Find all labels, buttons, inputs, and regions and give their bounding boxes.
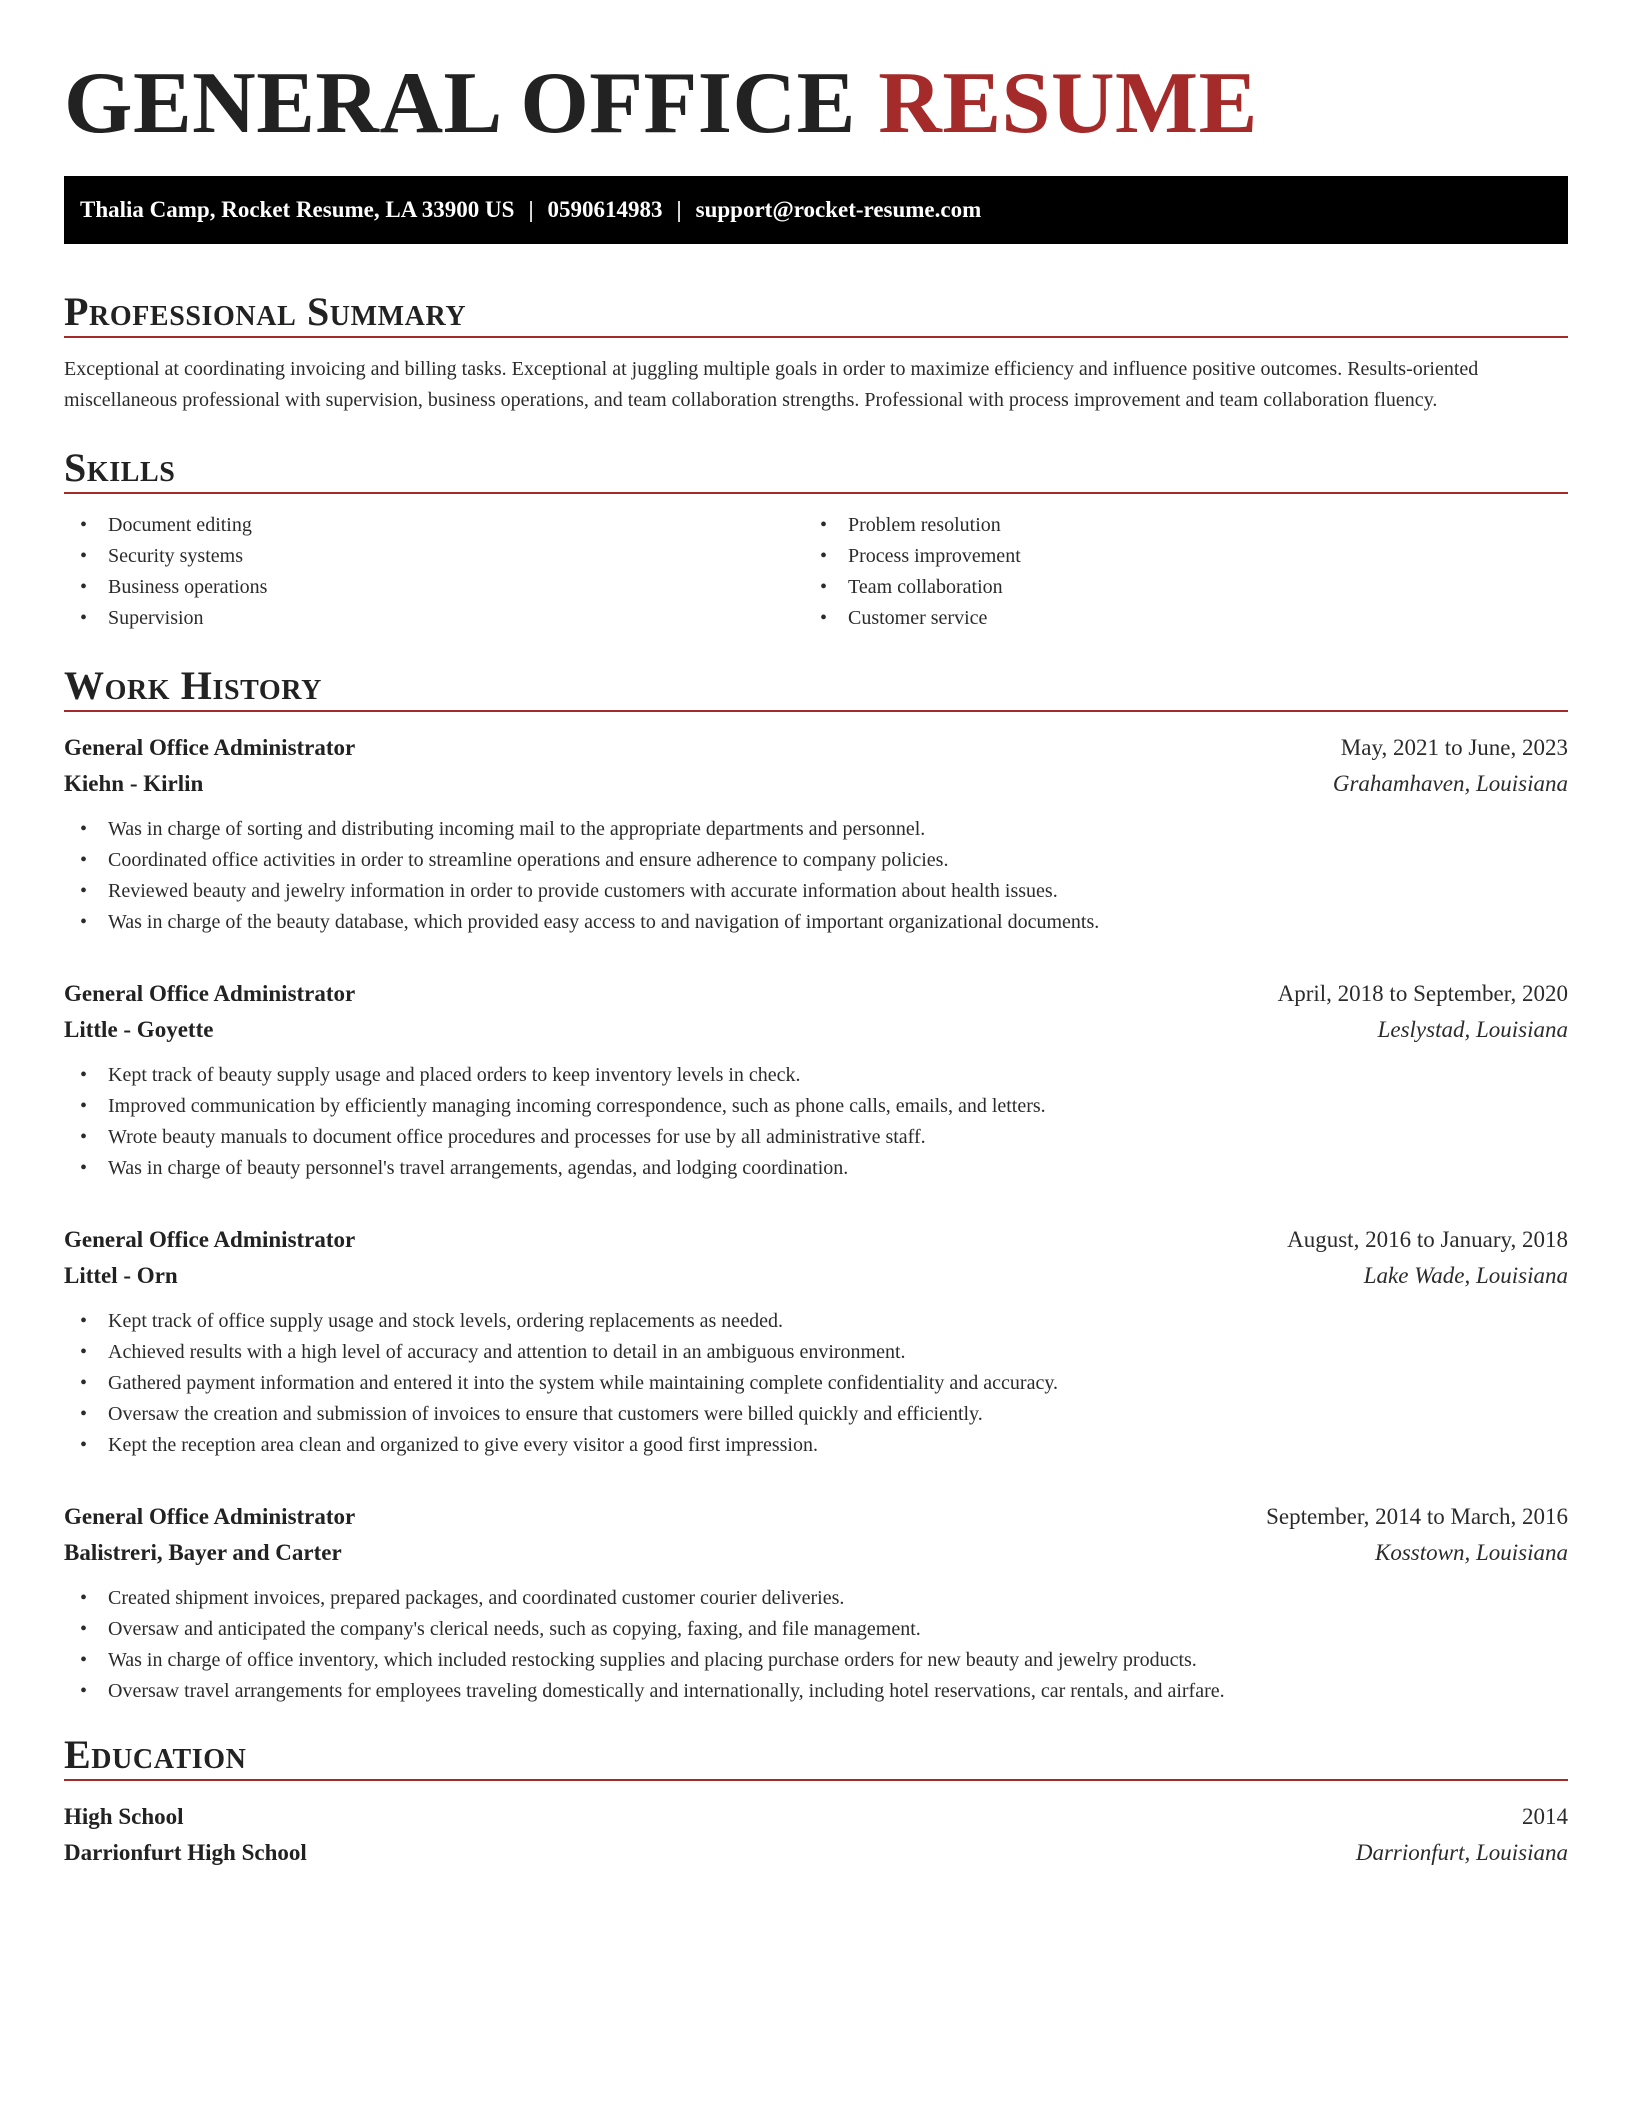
education-year: 2014 bbox=[1522, 1804, 1568, 1829]
job-header-row bbox=[64, 1222, 1568, 1258]
job-header-row bbox=[64, 730, 1568, 766]
section-divider bbox=[64, 336, 1568, 338]
work-history-section bbox=[64, 662, 1568, 1707]
skill-item: • Process improvement bbox=[804, 541, 1544, 572]
title-accent: RESUME bbox=[878, 55, 1258, 152]
job-entry bbox=[64, 976, 1568, 1184]
job-title: General Office Administrator bbox=[64, 735, 356, 760]
duty-item: • Reviewed beauty and jewelry information in order to provide customers with accurate information about health issues. bbox=[64, 876, 1568, 907]
skill-item: • Document editing bbox=[64, 510, 804, 541]
duty-item: • Was in charge of the beauty database, which provided easy access to and navigation of important organizational documents. bbox=[64, 907, 1568, 938]
education-school-row bbox=[64, 1835, 1568, 1871]
job-company-row bbox=[64, 1535, 1568, 1571]
skill-item: • Business operations bbox=[64, 572, 804, 603]
skills-list-left bbox=[64, 510, 804, 634]
job-location: Grahamhaven, Louisiana bbox=[1332, 771, 1568, 796]
education-entry bbox=[64, 1799, 1568, 1871]
job-header-row bbox=[64, 976, 1568, 1012]
job-company: Kiehn - Kirlin bbox=[64, 771, 204, 796]
duty-item: • Achieved results with a high level of accuracy and attention to detail in an ambiguous environment. bbox=[64, 1337, 1568, 1368]
duty-item: • Was in charge of sorting and distributing incoming mail to the appropriate departments and personnel. bbox=[64, 814, 1568, 845]
skills-heading: Skills bbox=[64, 445, 176, 490]
skill-item: • Problem resolution bbox=[804, 510, 1544, 541]
duty-item: • Improved communication by efficiently managing incoming correspondence, such as phone calls, emails, and letters. bbox=[64, 1091, 1568, 1122]
skill-item: • Customer service bbox=[804, 603, 1544, 634]
work-history-heading: Work History bbox=[64, 663, 322, 708]
contact-phone: 0590614983 bbox=[547, 197, 663, 222]
contact-separator: | bbox=[676, 197, 682, 222]
resume-title bbox=[64, 0, 1568, 176]
job-dates: May, 2021 to June, 2023 bbox=[1340, 735, 1568, 760]
skills-grid bbox=[64, 510, 1568, 634]
education-heading: Education bbox=[64, 1732, 247, 1777]
education-degree: High School bbox=[64, 1804, 184, 1829]
duty-item: • Oversaw and anticipated the company's clerical needs, such as copying, faxing, and file management. bbox=[64, 1614, 1568, 1645]
job-entry bbox=[64, 730, 1568, 938]
job-location: Lake Wade, Louisiana bbox=[1363, 1263, 1568, 1288]
summary-text: Exceptional at coordinating invoicing and billing tasks. Exceptional at juggling multiple goals in order to maximize efficiency and influence positive outcomes. Results-oriented miscellaneous professional with supervision, business operations, and team collaboration strengths. Professional with process improvement and team collaboration fluency. bbox=[64, 358, 1479, 411]
skills-list-right bbox=[804, 510, 1544, 634]
education-school: Darrionfurt High School bbox=[64, 1840, 307, 1865]
job-company-row bbox=[64, 1012, 1568, 1048]
job-duties bbox=[64, 1583, 1568, 1707]
section-divider bbox=[64, 492, 1568, 494]
contact-separator: | bbox=[528, 197, 534, 222]
skill-item: • Security systems bbox=[64, 541, 804, 572]
job-dates: April, 2018 to September, 2020 bbox=[1277, 981, 1568, 1006]
duty-item: • Wrote beauty manuals to document office procedures and processes for use by all administrative staff. bbox=[64, 1122, 1568, 1153]
education-location: Darrionfurt, Louisiana bbox=[1355, 1840, 1568, 1865]
duty-item: • Gathered payment information and entered it into the system while maintaining complete confidentiality and accuracy. bbox=[64, 1368, 1568, 1399]
job-title: General Office Administrator bbox=[64, 1504, 356, 1529]
job-location: Kosstown, Louisiana bbox=[1375, 1540, 1568, 1565]
job-title: General Office Administrator bbox=[64, 1227, 356, 1252]
job-company: Little - Goyette bbox=[64, 1017, 214, 1042]
section-divider bbox=[64, 1779, 1568, 1781]
duty-item: • Kept track of office supply usage and stock levels, ordering replacements as needed. bbox=[64, 1306, 1568, 1337]
job-duties bbox=[64, 814, 1568, 938]
job-entry bbox=[64, 1222, 1568, 1461]
summary-heading: Professional Summary bbox=[64, 289, 467, 334]
job-header-row bbox=[64, 1499, 1568, 1535]
contact-address: Thalia Camp, Rocket Resume, LA 33900 US bbox=[80, 197, 515, 222]
summary-section bbox=[64, 288, 1568, 416]
duty-item: • Kept track of beauty supply usage and placed orders to keep inventory levels in check. bbox=[64, 1060, 1568, 1091]
duty-item: • Was in charge of beauty personnel's travel arrangements, agendas, and lodging coordination. bbox=[64, 1153, 1568, 1184]
skill-item: • Team collaboration bbox=[804, 572, 1544, 603]
job-company-row bbox=[64, 1258, 1568, 1294]
job-duties bbox=[64, 1060, 1568, 1184]
education-degree-row bbox=[64, 1799, 1568, 1835]
skills-section bbox=[64, 444, 1568, 634]
duty-item: • Oversaw the creation and submission of invoices to ensure that customers were billed quickly and efficiently. bbox=[64, 1399, 1568, 1430]
duty-item: • Coordinated office activities in order to streamline operations and ensure adherence to company policies. bbox=[64, 845, 1568, 876]
job-dates: September, 2014 to March, 2016 bbox=[1266, 1504, 1568, 1529]
duty-item: • Created shipment invoices, prepared packages, and coordinated customer courier deliveries. bbox=[64, 1583, 1568, 1614]
education-section bbox=[64, 1731, 1568, 1871]
duty-item: • Was in charge of office inventory, which included restocking supplies and placing purchase orders for new beauty and jewelry products. bbox=[64, 1645, 1568, 1676]
job-company-row bbox=[64, 766, 1568, 802]
title-main: GENERAL OFFICE bbox=[64, 55, 856, 152]
skill-item: • Supervision bbox=[64, 603, 804, 634]
job-title: General Office Administrator bbox=[64, 981, 356, 1006]
contact-bar bbox=[64, 176, 1568, 244]
job-company: Littel - Orn bbox=[64, 1263, 178, 1288]
job-company: Balistreri, Bayer and Carter bbox=[64, 1540, 342, 1565]
job-entry bbox=[64, 1499, 1568, 1707]
job-location: Leslystad, Louisiana bbox=[1377, 1017, 1568, 1042]
section-divider bbox=[64, 710, 1568, 712]
job-duties bbox=[64, 1306, 1568, 1461]
contact-email: support@rocket-resume.com bbox=[695, 197, 982, 222]
job-dates: August, 2016 to January, 2018 bbox=[1287, 1227, 1568, 1252]
duty-item: • Kept the reception area clean and organized to give every visitor a good first impression. bbox=[64, 1430, 1568, 1461]
duty-item: • Oversaw travel arrangements for employees traveling domestically and internationally, including hotel reservations, car rentals, and airfare. bbox=[64, 1676, 1568, 1707]
